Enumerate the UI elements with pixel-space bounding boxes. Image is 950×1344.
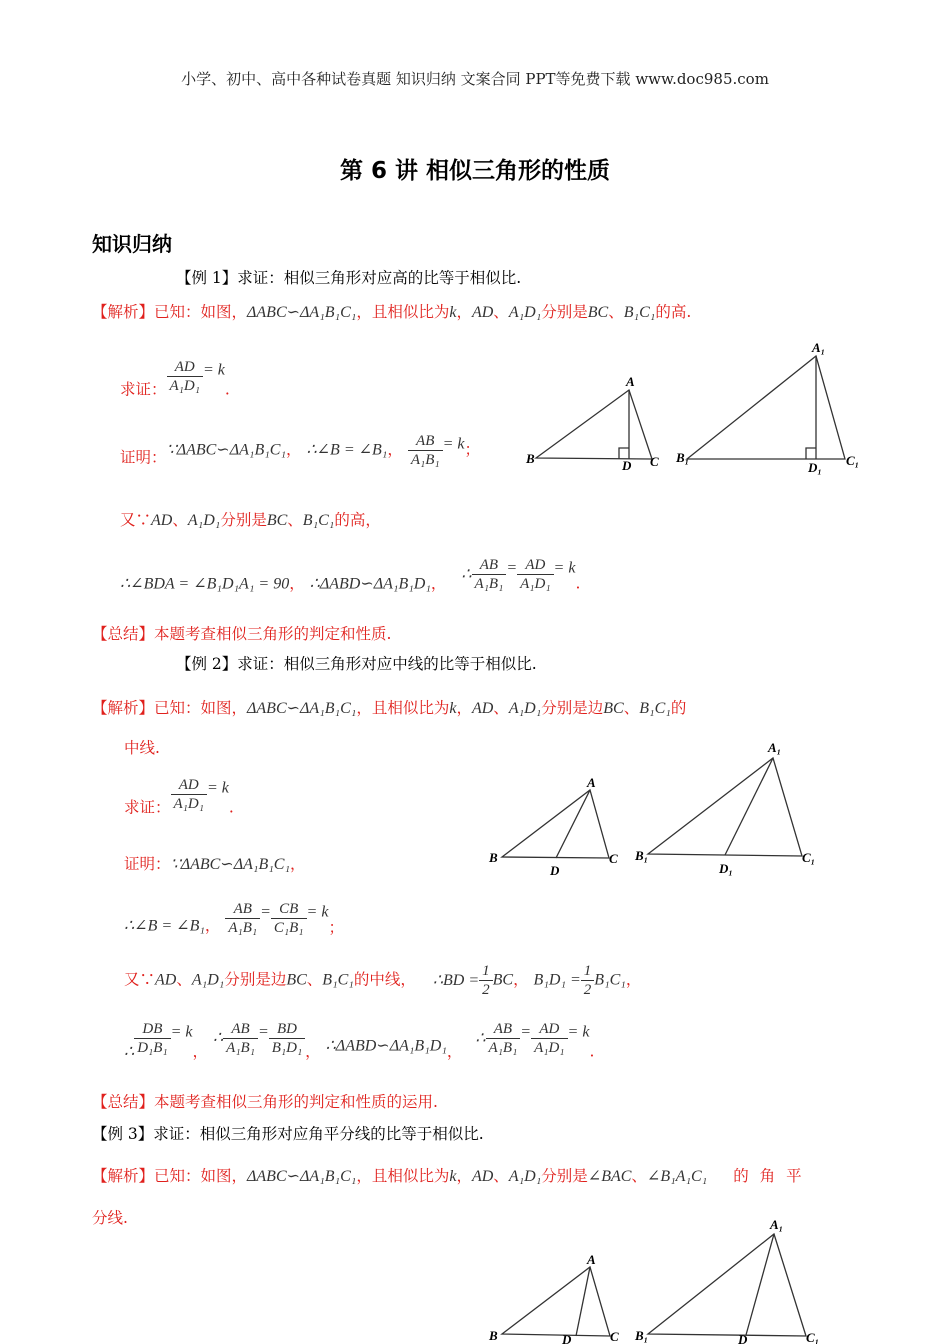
prove-label: 求证：: [124, 798, 171, 817]
ex2-median-word: 中线.: [124, 739, 160, 757]
eq: =: [506, 559, 518, 577]
label-c1: C₁: [802, 850, 816, 865]
fraction: [225, 900, 260, 937]
label-b1: B₁: [635, 848, 649, 863]
math-k: k: [449, 304, 457, 321]
fraction-half: [581, 962, 595, 999]
label-b: B: [489, 850, 498, 865]
also-label: 又∵: [120, 511, 152, 529]
frac-num: AD: [167, 358, 203, 377]
frac-den: A₁D₁: [169, 378, 200, 394]
comma: ，: [456, 303, 472, 321]
proof-label: 证明：: [120, 448, 167, 467]
label-a: A: [587, 1252, 596, 1267]
proof-label: 证明：: [124, 855, 171, 873]
sep: 、: [608, 303, 624, 321]
eq: =: [257, 1023, 269, 1041]
ex1-prove: [120, 358, 230, 400]
dot: .: [575, 574, 581, 593]
therefore: ∴: [124, 1043, 135, 1061]
ex1-also: [120, 508, 381, 530]
therefore: ∴: [475, 1029, 486, 1047]
proof-angle: ∴∠B = ∠B₁: [306, 441, 388, 459]
comma: ，: [192, 1042, 209, 1061]
proof-angle: ∴∠B = ∠B₁: [124, 917, 205, 935]
angle-90: ∴∠BDA = ∠B₁D₁A₁ = 90: [120, 575, 290, 593]
frac-den: A₁D₁: [534, 1040, 565, 1056]
ex1-analysis: [92, 300, 691, 322]
label-c1: C₁: [846, 453, 860, 468]
label-b: B: [489, 1328, 498, 1343]
math-bc: BC: [286, 971, 307, 989]
ex2-analysis: [92, 696, 686, 718]
eq-k: = k: [202, 361, 225, 379]
text-are: 分别是: [541, 303, 588, 321]
eq: =: [260, 903, 271, 921]
ex3-bisector-word: 分线.: [92, 1209, 128, 1227]
frac-den: A₁B₁: [488, 1040, 518, 1056]
text-bisector: 的 角 平: [733, 1167, 802, 1185]
triangle-abc: [536, 390, 652, 459]
triangle-abc: [502, 790, 609, 858]
therefore: ∴: [461, 565, 472, 583]
fraction: [223, 1020, 258, 1057]
sep: 、: [623, 699, 640, 717]
ex3-analysis: [92, 1164, 802, 1186]
frac-den: A₁B₁: [410, 452, 440, 468]
fraction: [408, 432, 443, 469]
dot: .: [589, 1042, 595, 1061]
page-header: 小学、初中、高中各种试卷真题 知识归纳 文案合同 PPT等免费下载 www.doc985.com: [181, 70, 769, 88]
sep: 、: [493, 699, 509, 717]
label-a1: A₁: [812, 340, 826, 355]
eq: =: [520, 1023, 532, 1041]
frac-num: 1: [581, 962, 595, 981]
frac-den: 2: [482, 982, 490, 998]
frac-den: D₁B₁: [137, 1040, 168, 1056]
page-title: 第 6 讲 相似三角形的性质: [339, 158, 611, 184]
text-ratio: ，且相似比为: [356, 303, 450, 321]
ex2-also: [124, 962, 641, 999]
ex2-question: 【例 2】求证：相似三角形对应中线的比等于相似比.: [176, 655, 537, 673]
label-c: C: [650, 454, 659, 469]
sep: 、: [287, 511, 303, 529]
math-b1c1: B₁C₁: [639, 700, 671, 717]
figure-bisector: [482, 1212, 832, 1344]
math-a1d1: A₁D₁: [191, 971, 225, 989]
math-a1d1: A₁D₁: [508, 1168, 542, 1185]
frac-den: 2: [583, 982, 592, 998]
frac-num: CB: [271, 900, 307, 919]
semicolon: ；: [328, 918, 344, 937]
comma: ，: [204, 916, 221, 935]
comma: ，: [456, 699, 472, 717]
bd-half: ∴BD =: [432, 971, 480, 989]
frac-num: AB: [486, 1020, 521, 1039]
math-k: k: [449, 1168, 457, 1185]
comma: ，: [625, 970, 642, 989]
fraction: [134, 1020, 170, 1057]
eq-k: = k: [206, 779, 229, 797]
text-are: 分别是: [541, 1167, 588, 1185]
given-similar: ΔABC∽ΔA₁B₁C₁: [247, 304, 357, 321]
fraction: [486, 1020, 521, 1057]
label-d: D: [562, 1332, 572, 1344]
bisector-ad: [576, 1267, 590, 1336]
frac-den: A₁B₁: [474, 576, 504, 592]
text-median: 的中线，: [353, 970, 416, 989]
label-c1: C₁: [806, 1330, 820, 1344]
given-similar: ΔABC∽ΔA₁B₁C₁: [247, 1168, 357, 1185]
comma: ，: [430, 574, 447, 593]
comma: ，: [513, 970, 529, 989]
ex1-conclusion: [120, 556, 580, 594]
sep: 、: [306, 970, 323, 989]
frac-den: C₁B₁: [273, 920, 304, 936]
analysis-label: 【解析】已知：如图，: [92, 303, 248, 321]
frac-den: A₁D₁: [520, 576, 551, 592]
dot: .: [224, 380, 230, 399]
right-angle-mark: [806, 448, 816, 459]
eq-k: = k: [306, 903, 329, 921]
text-are-side: 分别是边: [224, 970, 287, 989]
bisector-a1d1: [746, 1234, 774, 1335]
math-a1d1: A₁D₁: [508, 700, 542, 717]
math-bc: BC: [492, 971, 514, 989]
frac-num: 1: [479, 962, 493, 981]
sep: 、: [172, 511, 188, 529]
math-bc: BC: [587, 304, 609, 321]
text-of: 的: [670, 699, 687, 717]
angle-b1a1c1: ∠B₁A₁C₁: [646, 1168, 708, 1185]
text-ratio: ，且相似比为: [356, 699, 450, 717]
frac-num: AB: [408, 432, 443, 451]
math-b1c1: B₁C₁: [302, 512, 335, 529]
abd-similar: ∴ΔABD∽ΔA₁B₁D₁: [309, 575, 431, 593]
ex3-question: 【例 3】求证：相似三角形对应角平分线的比等于相似比.: [92, 1125, 484, 1143]
math-b1c1: B₁C₁: [623, 304, 656, 321]
fraction: [531, 1020, 567, 1057]
ex1-question: 【例 1】求证：相似三角形对应高的比等于相似比.: [176, 269, 522, 287]
label-b1: B₁: [635, 1328, 649, 1343]
label-d1: D: [738, 1332, 748, 1344]
ex2-conclusion: [124, 1020, 594, 1062]
math-a1d1: A₁D₁: [187, 512, 221, 529]
math-k: k: [449, 700, 457, 717]
math-ad: AD: [151, 512, 173, 529]
frac-den: B₁D₁: [271, 1040, 303, 1056]
sep: 、: [631, 1167, 647, 1185]
analysis-label: 【解析】已知：如图，: [92, 699, 248, 717]
semicolon: ；: [464, 440, 481, 459]
math-ad: AD: [471, 1168, 494, 1185]
math-a1d1: A₁D₁: [508, 304, 542, 321]
fraction: [517, 556, 553, 593]
label-a: A: [626, 374, 635, 389]
label-d1: D₁: [719, 861, 733, 876]
math-bc: BC: [266, 512, 288, 529]
sep: 、: [493, 1167, 509, 1185]
ex2-angle: [124, 900, 344, 938]
analysis-label: 【解析】已知：如图，: [92, 1167, 248, 1185]
text-height: 的高，: [334, 511, 381, 529]
comma: ，: [286, 440, 302, 459]
label-d: D: [550, 863, 560, 878]
angle-bac: ∠BAC: [587, 1168, 632, 1185]
comma: ，: [290, 855, 306, 873]
math-ad: AD: [155, 971, 177, 989]
figure-median: [484, 740, 834, 880]
abd-similar: ∴ΔABD∽ΔA₁B₁D₁: [325, 1037, 447, 1055]
ex2-proof: [124, 852, 306, 874]
label-c: C: [609, 851, 618, 866]
frac-num: AB: [225, 900, 260, 919]
fraction: [167, 358, 203, 395]
frac-num: AD: [517, 556, 553, 575]
also-label: 又∵: [124, 970, 156, 989]
triangle-abc: [502, 1267, 610, 1336]
therefore: ∴: [212, 1029, 224, 1047]
dot: .: [228, 798, 234, 817]
frac-num: AB: [223, 1020, 258, 1039]
fraction: [271, 900, 307, 937]
comma: ，: [289, 574, 305, 593]
fraction: [269, 1020, 305, 1057]
median-ad: [556, 790, 590, 858]
label-d: D: [622, 458, 632, 473]
fraction: [171, 776, 207, 813]
frac-den: A₁B₁: [226, 1040, 255, 1056]
fraction-half: [479, 962, 493, 999]
eq-k: = k: [567, 1023, 590, 1041]
frac-num: BD: [269, 1020, 305, 1039]
math-ad: AD: [471, 700, 494, 717]
label-a1: A₁: [770, 1217, 784, 1232]
frac-num: DB: [134, 1020, 170, 1039]
eq-k: = k: [442, 435, 465, 453]
math-b1c1: B₁C₁: [594, 971, 626, 989]
comma: ，: [387, 440, 403, 459]
comma: ，: [446, 1042, 463, 1061]
figure-altitude: [520, 338, 870, 478]
ex1-summary: 【总结】本题考查相似三角形的判定和性质.: [92, 625, 392, 643]
frac-num: AD: [531, 1020, 567, 1039]
text-are-side: 分别是边: [541, 699, 604, 717]
label-a1: A₁: [768, 740, 782, 755]
label-d1: D₁: [808, 460, 822, 475]
math-bc: BC: [603, 700, 624, 717]
prove-label: 求证：: [120, 380, 167, 399]
fraction: [472, 556, 507, 593]
comma: ，: [456, 1167, 472, 1185]
ex1-proof: [120, 432, 480, 469]
eq-k: = k: [553, 559, 576, 577]
label-b1: B₁: [676, 450, 690, 465]
eq-k: = k: [170, 1023, 193, 1041]
sep: 、: [176, 970, 192, 989]
comma: ，: [305, 1042, 321, 1061]
triangle-a1b1c1: [687, 356, 845, 459]
given-similar: ΔABC∽ΔA₁B₁C₁: [247, 700, 357, 717]
text-ratio: ，且相似比为: [356, 1167, 450, 1185]
label-b: B: [526, 451, 535, 466]
sep: 、: [493, 303, 509, 321]
triangle-a1b1c1: [648, 1234, 806, 1336]
median-a1d1: [725, 758, 773, 855]
label-a: A: [587, 775, 596, 790]
b1d1-half: B₁D₁ =: [533, 971, 581, 989]
frac-den: A₁B₁: [228, 920, 258, 936]
text-are: 分别是: [220, 511, 267, 529]
proof-similar: ∵ΔABC∽ΔA₁B₁C₁: [166, 441, 287, 459]
frac-num: AD: [171, 776, 207, 795]
proof-similar: ∵ΔABC∽ΔA₁B₁C₁: [170, 856, 291, 873]
math-ad: AD: [471, 304, 494, 321]
section-heading: 知识归纳: [92, 232, 172, 256]
triangle-a1b1c1: [648, 758, 802, 856]
frac-num: AB: [472, 556, 507, 575]
ex2-summary: 【总结】本题考查相似三角形的判定和性质的运用.: [92, 1093, 438, 1111]
math-b1c1: B₁C₁: [322, 971, 354, 989]
frac-den: A₁D₁: [173, 796, 204, 812]
text-height: 的高.: [655, 303, 692, 321]
label-c: C: [610, 1329, 619, 1344]
ex2-prove: [124, 776, 234, 818]
